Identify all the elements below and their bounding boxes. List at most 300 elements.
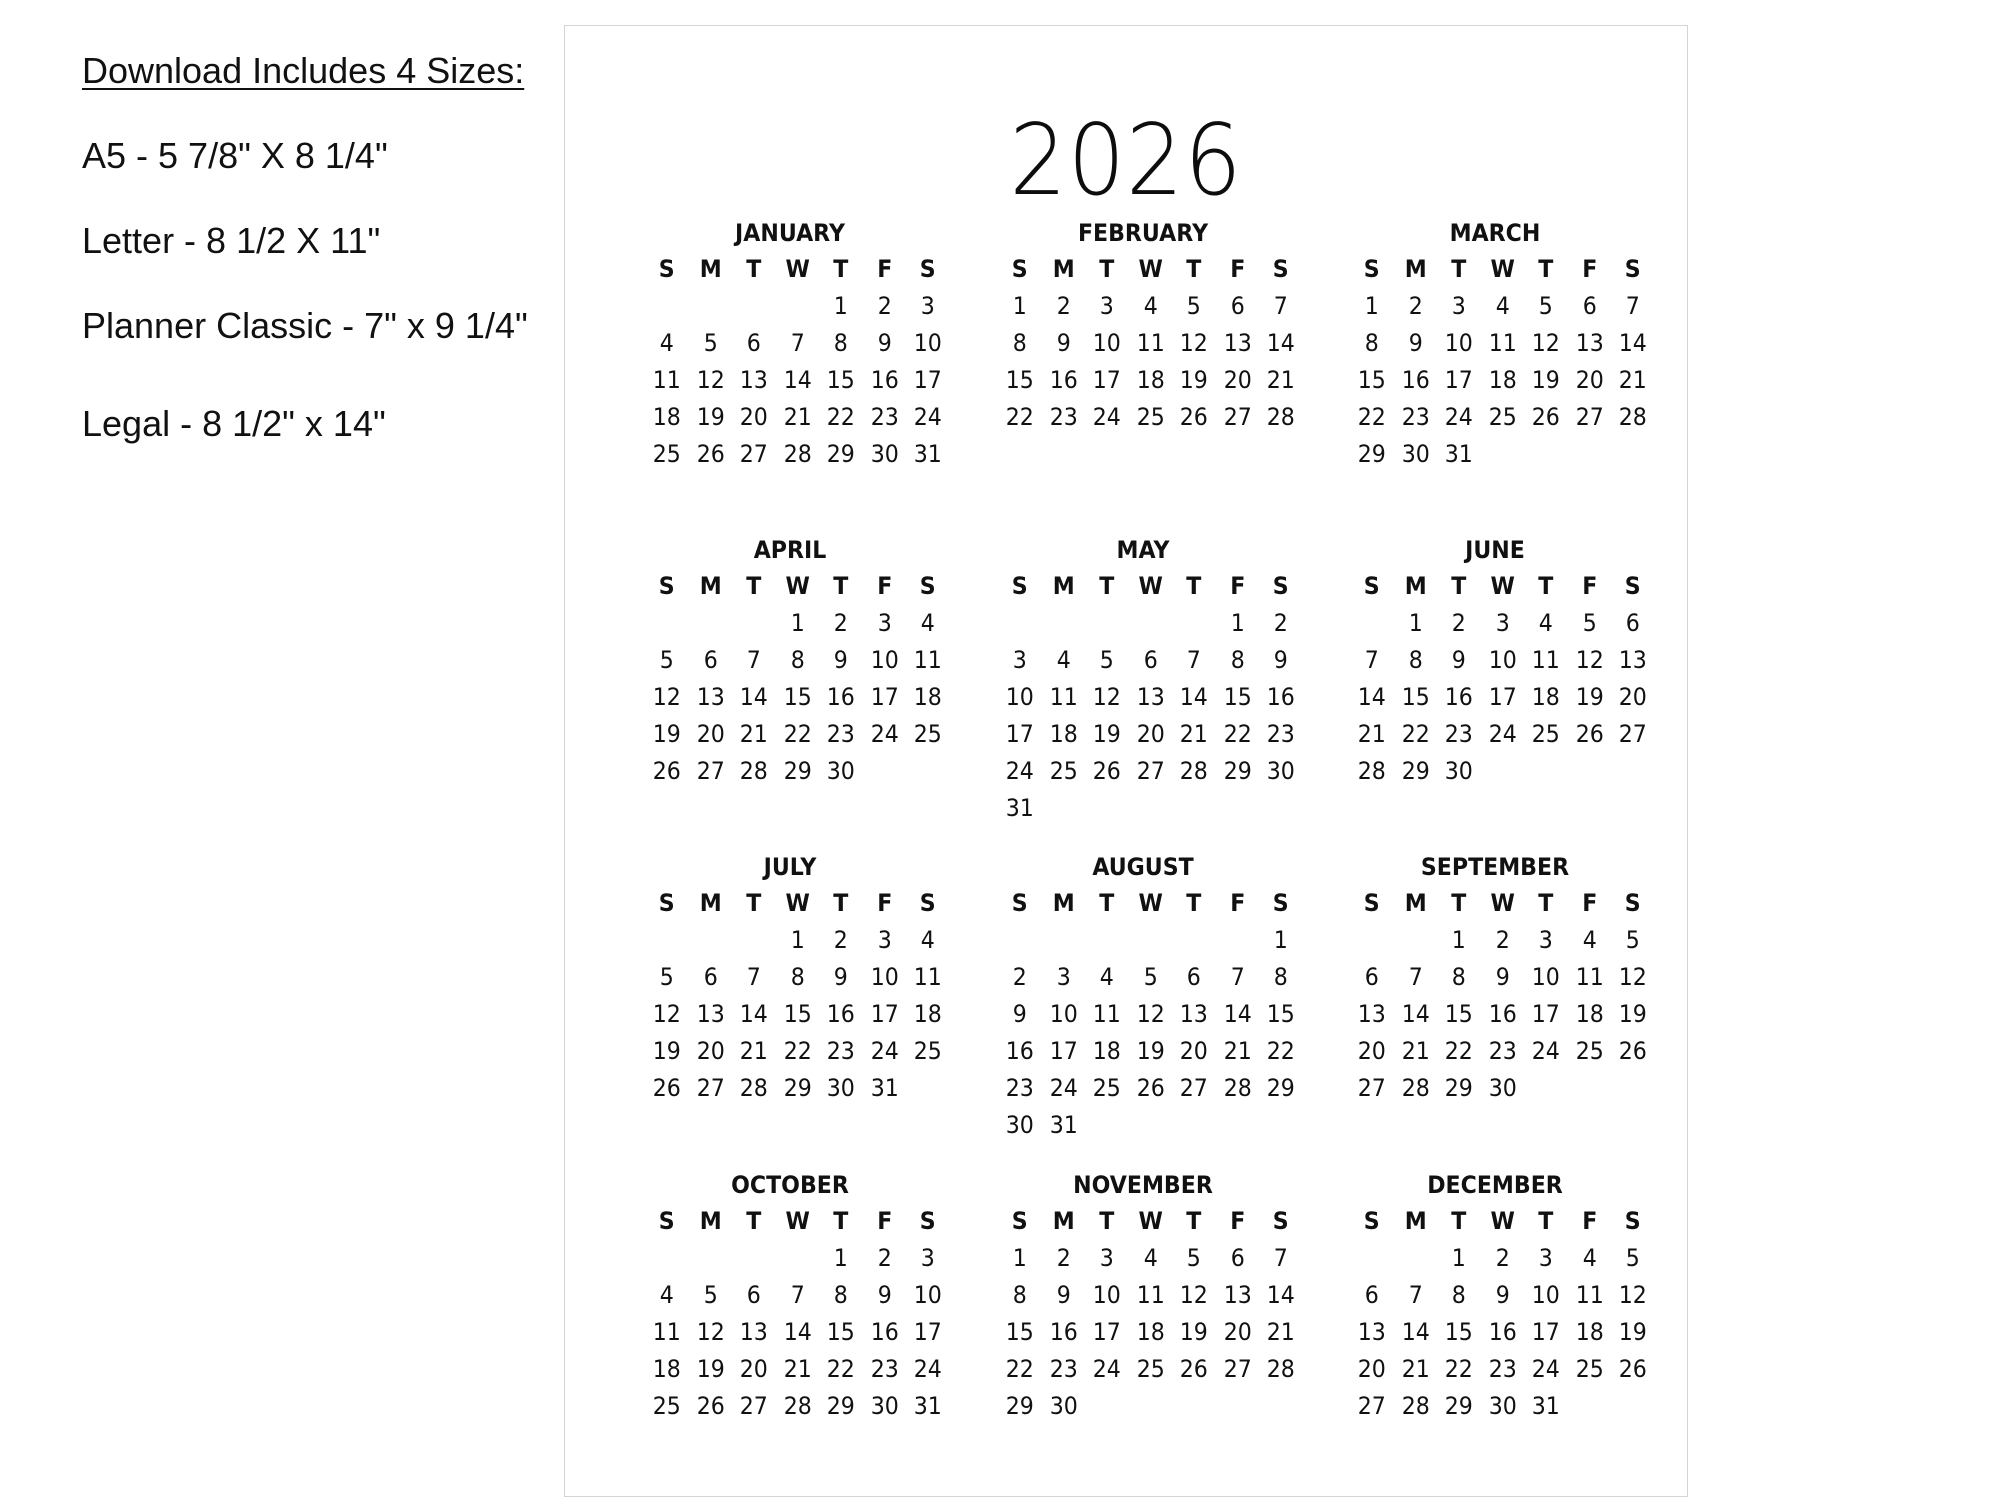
weekday-header: F (1229, 1207, 1245, 1235)
day-cell: 17 (913, 366, 942, 394)
day-cell: 23 (1444, 720, 1473, 748)
size-legal: Legal - 8 1/2" x 14" (82, 403, 386, 444)
day-cell: 18 (1092, 1037, 1121, 1065)
day-cell: 13 (1179, 1000, 1208, 1028)
weekday-header: S (1011, 1207, 1028, 1235)
month-title: FEBRUARY (1077, 219, 1209, 247)
empty-day-cell (690, 922, 730, 959)
day-cell: 14 (1401, 1318, 1430, 1346)
day-cell: 23 (1005, 1074, 1034, 1102)
weekday-header: S (1011, 889, 1028, 917)
weekday-header: W (785, 889, 810, 917)
day-cell: 2 (877, 292, 892, 320)
day-cell: 14 (1266, 329, 1295, 357)
weekday-header: M (1404, 889, 1427, 917)
empty-day-cell (1043, 605, 1083, 642)
day-cell: 9 (877, 329, 892, 357)
weekday-header: F (1229, 255, 1245, 283)
day-cell: 15 (1005, 1318, 1034, 1346)
day-cell: 25 (1488, 403, 1517, 431)
day-cell: 26 (1136, 1074, 1165, 1102)
day-cell: 16 (870, 366, 899, 394)
day-cell: 18 (1049, 720, 1078, 748)
day-cell: 12 (652, 1000, 681, 1028)
day-cell: 19 (652, 720, 681, 748)
day-cell: 22 (1444, 1355, 1473, 1383)
day-cell: 6 (1230, 292, 1245, 320)
day-cell: 6 (1364, 1281, 1379, 1309)
weekday-header: S (1363, 889, 1380, 917)
day-cell: 9 (1451, 646, 1466, 674)
empty-day-cell (734, 605, 774, 642)
weekday-header: T (1538, 889, 1554, 917)
day-cell: 8 (1408, 646, 1423, 674)
day-cell: 13 (1575, 329, 1604, 357)
day-cell: 12 (1136, 1000, 1165, 1028)
day-cell: 12 (696, 366, 725, 394)
day-cell: 7 (1273, 1244, 1288, 1272)
weekday-header: F (1581, 255, 1597, 283)
day-cell: 22 (1357, 403, 1386, 431)
day-cell: 28 (1179, 757, 1208, 785)
day-cell: 28 (1266, 403, 1295, 431)
day-cell: 25 (652, 440, 681, 468)
weekday-header: F (876, 1207, 892, 1235)
weekday-header: S (1272, 1207, 1289, 1235)
day-cell: 20 (1357, 1355, 1386, 1383)
day-cell: 16 (826, 683, 855, 711)
day-cell: 4 (1143, 292, 1158, 320)
month-grid (998, 251, 1303, 436)
day-cell: 27 (1357, 1074, 1386, 1102)
day-cell: 15 (1444, 1318, 1473, 1346)
empty-day-cell (1043, 922, 1083, 959)
day-cell: 10 (870, 646, 899, 674)
day-cell: 6 (1143, 646, 1158, 674)
calendar-sheet (564, 25, 1688, 1497)
day-cell: 23 (1049, 403, 1078, 431)
month-grid (998, 885, 1303, 1144)
day-cell: 12 (1618, 963, 1647, 991)
day-cell: 9 (877, 1281, 892, 1309)
day-cell: 26 (652, 757, 681, 785)
day-cell: 29 (1401, 757, 1430, 785)
day-cell: 30 (1488, 1392, 1517, 1420)
month-grid (645, 885, 950, 1107)
day-cell: 6 (1582, 292, 1597, 320)
day-cell: 28 (1266, 1355, 1295, 1383)
day-cell: 16 (826, 1000, 855, 1028)
weekday-header: F (876, 255, 892, 283)
day-cell: 24 (870, 720, 899, 748)
weekday-header: W (1490, 1207, 1515, 1235)
day-cell: 6 (1186, 963, 1201, 991)
day-cell: 31 (1444, 440, 1473, 468)
day-cell: 10 (1049, 1000, 1078, 1028)
day-cell: 12 (1575, 646, 1604, 674)
day-cell: 14 (1401, 1000, 1430, 1028)
day-cell: 5 (1538, 292, 1553, 320)
day-cell: 31 (870, 1074, 899, 1102)
day-cell: 29 (783, 1074, 812, 1102)
day-cell: 1 (1408, 609, 1423, 637)
day-cell: 22 (1223, 720, 1252, 748)
weekday-header: T (833, 889, 849, 917)
day-cell: 4 (920, 926, 935, 954)
weekday-header: S (919, 572, 936, 600)
day-cell: 27 (696, 757, 725, 785)
day-cell: 22 (1444, 1037, 1473, 1065)
day-cell: 28 (1401, 1392, 1430, 1420)
day-cell: 24 (1444, 403, 1473, 431)
day-cell: 21 (783, 403, 812, 431)
day-cell: 28 (1357, 757, 1386, 785)
day-cell: 5 (1099, 646, 1114, 674)
weekday-header: S (1624, 572, 1641, 600)
day-cell: 8 (790, 646, 805, 674)
day-cell: 26 (1531, 403, 1560, 431)
day-cell: 8 (1012, 1281, 1027, 1309)
month-grid (998, 568, 1303, 827)
month-grid (645, 251, 950, 473)
weekday-header: M (1052, 889, 1075, 917)
day-cell: 11 (652, 1318, 681, 1346)
day-cell: 18 (913, 683, 942, 711)
day-cell: 3 (877, 609, 892, 637)
weekday-header: S (1624, 255, 1641, 283)
day-cell: 8 (1451, 963, 1466, 991)
day-cell: 25 (1049, 757, 1078, 785)
day-cell: 28 (1618, 403, 1647, 431)
weekday-header: W (1490, 572, 1515, 600)
day-cell: 19 (1618, 1000, 1647, 1028)
day-cell: 15 (1223, 683, 1252, 711)
weekday-header: M (699, 1207, 722, 1235)
day-cell: 16 (1049, 366, 1078, 394)
day-cell: 13 (739, 1318, 768, 1346)
weekday-header: M (699, 572, 722, 600)
empty-day-cell (1395, 922, 1435, 959)
day-cell: 28 (1401, 1074, 1430, 1102)
day-cell: 4 (659, 1281, 674, 1309)
weekday-header: S (1363, 1207, 1380, 1235)
day-cell: 22 (783, 1037, 812, 1065)
month-title: AUGUST (1092, 853, 1194, 881)
day-cell: 14 (1266, 1281, 1295, 1309)
day-cell: 3 (1495, 609, 1510, 637)
day-cell: 15 (1357, 366, 1386, 394)
day-cell: 14 (1179, 683, 1208, 711)
day-cell: 2 (1012, 963, 1027, 991)
weekday-header: W (1138, 255, 1163, 283)
day-cell: 4 (920, 609, 935, 637)
day-cell: 1 (1364, 292, 1379, 320)
day-cell: 11 (1488, 329, 1517, 357)
day-cell: 2 (877, 1244, 892, 1272)
day-cell: 7 (1408, 963, 1423, 991)
day-cell: 3 (920, 292, 935, 320)
day-cell: 18 (1488, 366, 1517, 394)
day-cell: 20 (739, 1355, 768, 1383)
weekday-header: T (1451, 1207, 1467, 1235)
day-cell: 4 (1495, 292, 1510, 320)
weekday-header: M (1404, 255, 1427, 283)
day-cell: 30 (870, 440, 899, 468)
day-cell: 11 (1092, 1000, 1121, 1028)
day-cell: 16 (1005, 1037, 1034, 1065)
day-cell: 17 (913, 1318, 942, 1346)
day-cell: 6 (746, 329, 761, 357)
day-cell: 30 (1488, 1074, 1517, 1102)
weekday-header: T (746, 255, 762, 283)
day-cell: 31 (913, 440, 942, 468)
weekday-header: T (1099, 572, 1115, 600)
day-cell: 9 (1273, 646, 1288, 674)
day-cell: 1 (833, 1244, 848, 1272)
day-cell: 17 (1444, 366, 1473, 394)
day-cell: 26 (1092, 757, 1121, 785)
day-cell: 24 (913, 403, 942, 431)
weekday-header: S (1272, 889, 1289, 917)
day-cell: 2 (1451, 609, 1466, 637)
day-cell: 29 (1266, 1074, 1295, 1102)
day-cell: 1 (833, 292, 848, 320)
empty-day-cell (1217, 922, 1257, 959)
day-cell: 1 (1273, 926, 1288, 954)
day-cell: 12 (1179, 1281, 1208, 1309)
day-cell: 12 (1618, 1281, 1647, 1309)
day-cell: 23 (826, 720, 855, 748)
day-cell: 21 (1223, 1037, 1252, 1065)
day-cell: 10 (1092, 329, 1121, 357)
day-cell: 19 (652, 1037, 681, 1065)
day-cell: 10 (1444, 329, 1473, 357)
day-cell: 17 (1092, 1318, 1121, 1346)
month-grid (1350, 885, 1655, 1107)
day-cell: 20 (1136, 720, 1165, 748)
day-cell: 10 (913, 329, 942, 357)
day-cell: 3 (1099, 1244, 1114, 1272)
empty-day-cell (734, 288, 774, 325)
weekday-header: T (1186, 889, 1202, 917)
day-cell: 14 (783, 1318, 812, 1346)
day-cell: 5 (659, 963, 674, 991)
empty-day-cell (647, 605, 687, 642)
day-cell: 24 (1488, 720, 1517, 748)
day-cell: 7 (1364, 646, 1379, 674)
day-cell: 30 (1266, 757, 1295, 785)
day-cell: 3 (1451, 292, 1466, 320)
day-cell: 9 (1495, 1281, 1510, 1309)
day-cell: 15 (783, 683, 812, 711)
day-cell: 19 (1575, 683, 1604, 711)
day-cell: 27 (1618, 720, 1647, 748)
day-cell: 29 (1357, 440, 1386, 468)
day-cell: 26 (1575, 720, 1604, 748)
empty-day-cell (690, 288, 730, 325)
day-cell: 2 (1056, 292, 1071, 320)
day-cell: 30 (1444, 757, 1473, 785)
weekday-header: T (1186, 255, 1202, 283)
day-cell: 16 (1488, 1000, 1517, 1028)
day-cell: 14 (739, 683, 768, 711)
empty-day-cell (1395, 1240, 1435, 1277)
day-cell: 15 (826, 1318, 855, 1346)
day-cell: 12 (1179, 329, 1208, 357)
day-cell: 21 (783, 1355, 812, 1383)
day-cell: 19 (696, 1355, 725, 1383)
day-cell: 24 (1531, 1355, 1560, 1383)
day-cell: 5 (703, 1281, 718, 1309)
day-cell: 24 (1005, 757, 1034, 785)
day-cell: 26 (1179, 1355, 1208, 1383)
day-cell: 8 (1364, 329, 1379, 357)
day-cell: 26 (1179, 403, 1208, 431)
weekday-header: T (1451, 889, 1467, 917)
day-cell: 1 (1451, 926, 1466, 954)
size-a5: A5 - 5 7/8" X 8 1/4" (82, 135, 388, 176)
day-cell: 11 (1531, 646, 1560, 674)
day-cell: 17 (1531, 1318, 1560, 1346)
day-cell: 2 (1056, 1244, 1071, 1272)
day-cell: 29 (1444, 1392, 1473, 1420)
day-cell: 11 (1136, 1281, 1165, 1309)
day-cell: 7 (746, 963, 761, 991)
day-cell: 24 (1049, 1074, 1078, 1102)
month-title: DECEMBER (1427, 1171, 1563, 1199)
empty-day-cell (1352, 922, 1392, 959)
weekday-header: T (1538, 572, 1554, 600)
day-cell: 5 (659, 646, 674, 674)
weekday-header: S (1363, 255, 1380, 283)
day-cell: 5 (703, 329, 718, 357)
day-cell: 5 (1143, 963, 1158, 991)
day-cell: 15 (1401, 683, 1430, 711)
day-cell: 9 (1056, 329, 1071, 357)
weekday-header: T (746, 889, 762, 917)
year-title: 2026 (1009, 104, 1243, 218)
day-cell: 7 (1273, 292, 1288, 320)
day-cell: 16 (1401, 366, 1430, 394)
day-cell: 18 (1136, 1318, 1165, 1346)
day-cell: 11 (1049, 683, 1078, 711)
day-cell: 16 (1488, 1318, 1517, 1346)
day-cell: 26 (652, 1074, 681, 1102)
day-cell: 25 (913, 1037, 942, 1065)
weekday-header: T (1451, 572, 1467, 600)
day-cell: 21 (1401, 1355, 1430, 1383)
day-cell: 10 (1005, 683, 1034, 711)
month-title: MARCH (1449, 219, 1541, 247)
day-cell: 11 (1136, 329, 1165, 357)
day-cell: 13 (696, 683, 725, 711)
size-planner-classic: Planner Classic - 7" x 9 1/4" (82, 305, 528, 346)
day-cell: 23 (1401, 403, 1430, 431)
weekday-header: F (1581, 1207, 1597, 1235)
weekday-header: S (919, 889, 936, 917)
day-cell: 31 (1531, 1392, 1560, 1420)
day-cell: 18 (913, 1000, 942, 1028)
day-cell: 28 (783, 440, 812, 468)
day-cell: 15 (1266, 1000, 1295, 1028)
empty-day-cell (777, 288, 817, 325)
weekday-header: M (699, 255, 722, 283)
month-grid (645, 1203, 950, 1425)
day-cell: 25 (1575, 1037, 1604, 1065)
day-cell: 19 (1531, 366, 1560, 394)
day-cell: 30 (826, 757, 855, 785)
empty-day-cell (647, 288, 687, 325)
weekday-header: T (746, 1207, 762, 1235)
weekday-header: T (1538, 1207, 1554, 1235)
day-cell: 4 (659, 329, 674, 357)
day-cell: 13 (1223, 1281, 1252, 1309)
day-cell: 27 (1357, 1392, 1386, 1420)
day-cell: 2 (1495, 1244, 1510, 1272)
month-grid (1350, 1203, 1655, 1425)
day-cell: 6 (1364, 963, 1379, 991)
weekday-header: T (1186, 572, 1202, 600)
day-cell: 21 (739, 720, 768, 748)
day-cell: 21 (1357, 720, 1386, 748)
day-cell: 25 (1136, 403, 1165, 431)
weekday-header: F (1581, 572, 1597, 600)
day-cell: 23 (1488, 1355, 1517, 1383)
day-cell: 21 (1618, 366, 1647, 394)
day-cell: 21 (1179, 720, 1208, 748)
weekday-header: T (1099, 255, 1115, 283)
day-cell: 27 (1223, 1355, 1252, 1383)
day-cell: 24 (870, 1037, 899, 1065)
day-cell: 10 (1531, 1281, 1560, 1309)
day-cell: 17 (870, 1000, 899, 1028)
day-cell: 14 (739, 1000, 768, 1028)
day-cell: 13 (739, 366, 768, 394)
day-cell: 11 (1575, 1281, 1604, 1309)
day-cell: 8 (790, 963, 805, 991)
empty-day-cell (1087, 922, 1127, 959)
day-cell: 3 (920, 1244, 935, 1272)
weekday-header: F (1229, 889, 1245, 917)
day-cell: 6 (1625, 609, 1640, 637)
day-cell: 9 (833, 963, 848, 991)
day-cell: 22 (826, 1355, 855, 1383)
day-cell: 27 (1223, 403, 1252, 431)
day-cell: 10 (870, 963, 899, 991)
day-cell: 25 (652, 1392, 681, 1420)
day-cell: 13 (1357, 1318, 1386, 1346)
day-cell: 9 (833, 646, 848, 674)
month-title: SEPTEMBER (1420, 853, 1570, 881)
day-cell: 22 (826, 403, 855, 431)
day-cell: 25 (913, 720, 942, 748)
weekday-header: W (1490, 889, 1515, 917)
day-cell: 25 (1092, 1074, 1121, 1102)
day-cell: 15 (1444, 1000, 1473, 1028)
day-cell: 4 (1056, 646, 1071, 674)
day-cell: 11 (1575, 963, 1604, 991)
day-cell: 20 (696, 720, 725, 748)
day-cell: 19 (1179, 1318, 1208, 1346)
day-cell: 19 (1179, 366, 1208, 394)
day-cell: 18 (1136, 366, 1165, 394)
size-letter: Letter - 8 1/2 X 11" (82, 220, 381, 261)
month-grid (1350, 568, 1655, 790)
weekday-header: S (1624, 1207, 1641, 1235)
weekday-header: F (876, 889, 892, 917)
day-cell: 3 (1099, 292, 1114, 320)
day-cell: 7 (1408, 1281, 1423, 1309)
